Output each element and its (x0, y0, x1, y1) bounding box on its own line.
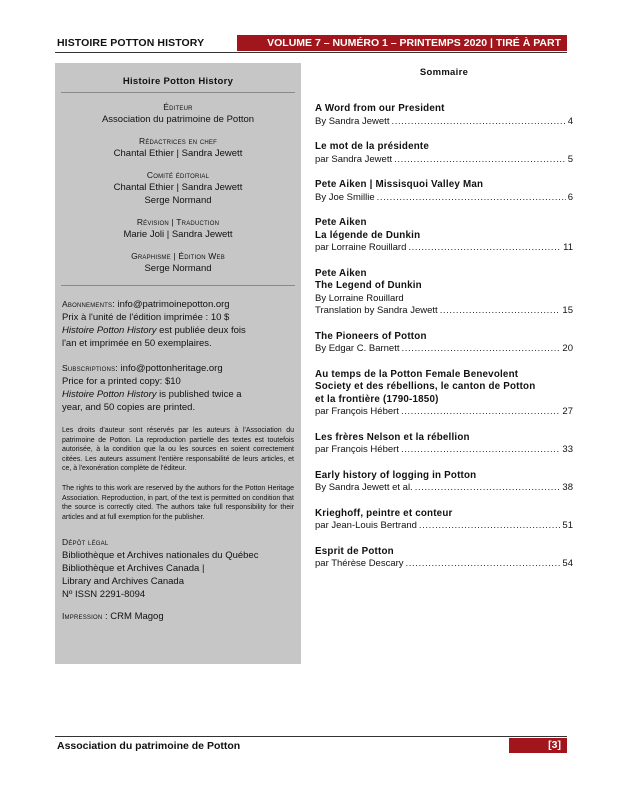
role-names (61, 181, 295, 207)
toc-entry (315, 331, 573, 356)
toc-entry-title: et la frontière (1790-1850) (315, 393, 439, 405)
subscriptions-fr-label: Abonnements (62, 299, 113, 309)
toc-leader-dots (391, 116, 565, 129)
page-header (55, 35, 567, 53)
toc-entry-title: Pete Aiken | Missisquoi Valley Man (315, 179, 484, 190)
toc-entry-title: Krieghoff, peintre et conteur (315, 507, 453, 519)
role-label: Révision | Traduction (136, 217, 220, 227)
toc-entry-line (315, 558, 573, 571)
toc-entry-byline: Translation by Sandra Jewett (315, 305, 438, 316)
toc-entry-byline: par Sandra Jewett (315, 153, 393, 165)
subscriptions-en (61, 362, 295, 414)
role-names (61, 228, 295, 241)
toc-page-number: 11 (563, 242, 573, 253)
toc-entry-title: The Pioneers of Potton (315, 330, 427, 342)
toc-entry (315, 103, 573, 128)
toc-entry (315, 432, 573, 457)
table-of-contents (315, 63, 573, 584)
page-footer (55, 736, 567, 753)
toc-entry-line (315, 444, 573, 457)
toc-entry-title: Society et des rébellions, le canton de Potton (315, 381, 536, 392)
toc-entry-line (315, 406, 573, 419)
subscriptions-fr (61, 298, 295, 350)
role-label: Comité éditorial (146, 170, 210, 180)
toc-entry-title: The Legend of Dunkin (315, 280, 422, 291)
masthead-roles (61, 101, 295, 275)
toc-entry-title: A Word from our President (315, 103, 445, 114)
toc-entry (315, 470, 573, 495)
toc-page-number: 38 (562, 482, 573, 493)
subscriptions-fr-pub-title: Histoire Potton History (62, 325, 157, 336)
toc-entry-title: Au temps de la Potton Female Benevolent (315, 368, 519, 380)
masthead-panel (55, 63, 301, 664)
legal-deposit-line: Bibliothèque et Archives Canada | (62, 563, 205, 575)
masthead-role (61, 216, 295, 241)
toc-leader-dots (406, 558, 561, 571)
toc-entry-line (315, 343, 573, 356)
toc-page-number: 15 (562, 305, 573, 316)
legal-deposit-label: Dépôt légal (62, 537, 109, 548)
toc-entry (315, 217, 573, 255)
toc-entry-author: By Lorraine Rouillard (315, 292, 404, 304)
toc-page-number: 5 (567, 153, 573, 165)
toc-leader-dots (401, 406, 560, 419)
toc-entry-byline: By Edgar C. Barnett (315, 343, 400, 354)
legal-deposit (61, 536, 295, 601)
toc-entry-line (315, 192, 573, 205)
role-name: Chantal Ethier | Sandra Jewett (113, 182, 243, 193)
issue-banner: VOLUME 7 – NUMÉRO 1 – PRINTEMPS 2020 | TIRÉ À PART (237, 35, 567, 51)
toc-entry-line (315, 305, 573, 318)
toc-leader-dots (401, 444, 560, 457)
toc-leader-dots (394, 154, 566, 167)
printer-label: Impression (62, 611, 103, 622)
toc-page-number: 54 (562, 558, 573, 569)
toc-page-number: 6 (567, 191, 573, 203)
legal-deposit-line: Nº ISSN 2291-8094 (62, 589, 146, 601)
toc-entry-byline: By Sandra Jewett et al. (315, 482, 413, 493)
printer-credit (61, 611, 295, 622)
toc-entry-line (315, 520, 573, 533)
masthead-role (61, 250, 295, 275)
toc-entry-byline: par François Hébert (315, 406, 399, 417)
toc-leader-dots (419, 520, 561, 533)
toc-entry-title: Pete Aiken (315, 217, 367, 228)
toc-entry-byline: By Joe Smillie (315, 191, 375, 203)
subscriptions-en-email: : info@pottonheritage.org (115, 363, 223, 374)
running-title: HISTOIRE POTTON HISTORY (57, 37, 205, 49)
legal-deposit-line: Bibliothèque et Archives nationales du Québec (62, 550, 259, 562)
toc-entry (315, 268, 573, 318)
subscriptions-en-tail: year, and 50 copies are printed. (62, 402, 196, 413)
role-name: Serge Normand (144, 195, 212, 206)
subscriptions-fr-tail: l'an et imprimée en 50 exemplaires. (62, 338, 212, 349)
toc-entry-line (315, 116, 573, 129)
toc-entry (315, 508, 573, 533)
masthead-role (61, 135, 295, 160)
subscriptions-fr-pub-rest: est publiée deux fois (156, 325, 246, 336)
role-label: Rédactrices en chef (138, 136, 217, 146)
toc-entry-title: Early history of logging in Potton (315, 469, 477, 481)
toc-entry-title: Le mot de la présidente (315, 141, 430, 152)
toc-entry-title: La légende de Dunkin (315, 229, 421, 241)
legal-deposit-lines (62, 549, 295, 601)
role-label: Graphisme | Édition Web (131, 251, 225, 261)
subscriptions-en-pub-rest: is published twice a (156, 389, 242, 400)
toc-entry-title: Les frères Nelson et la rébellion (315, 431, 470, 443)
toc-page-number: 33 (562, 444, 573, 455)
masthead-role (61, 101, 295, 126)
role-label: Éditeur (163, 102, 193, 112)
toc-leader-dots (440, 305, 561, 318)
rights-notice-en: The rights to this work are reserved by the authors for the Potton Heritage Association. Reproduction, in part, of the text is permitted on condition that the source is correctly cited. The authors take full responsibility for their articles and at full exemption for the publisher. (62, 484, 294, 521)
role-name: Marie Joli | Sandra Jewett (123, 229, 233, 240)
toc-entry-byline: par Jean-Louis Bertrand (315, 520, 417, 531)
subscriptions-en-price: Price for a printed copy: $10 (62, 376, 181, 387)
toc-entry-line (315, 154, 573, 167)
toc-entry (315, 546, 573, 571)
toc-leader-dots (377, 192, 566, 205)
toc-title: Sommaire (419, 67, 469, 78)
toc-page-number: 51 (562, 520, 573, 531)
role-name: Association du patrimoine de Potton (101, 114, 255, 125)
toc-page-number: 27 (562, 406, 573, 417)
toc-page-number: 20 (562, 343, 573, 354)
toc-page-number: 4 (567, 115, 573, 127)
role-names (61, 147, 295, 160)
toc-entry-line (315, 242, 573, 255)
toc-leader-dots (408, 242, 561, 255)
toc-entry-title: Esprit de Potton (315, 545, 394, 557)
toc-entry-byline: By Sandra Jewett (315, 115, 390, 127)
subscriptions-en-pub-title: Histoire Potton History (62, 389, 157, 400)
footer-publisher: Association du patrimoine de Potton (57, 740, 241, 752)
role-names (61, 262, 295, 275)
toc-entries (315, 103, 573, 571)
subscriptions-fr-email: : info@patrimoinepotton.org (112, 299, 230, 310)
toc-leader-dots (415, 482, 561, 495)
toc-entry (315, 141, 573, 166)
masthead-divider (61, 285, 295, 286)
printer-value: : CRM Magog (102, 611, 164, 623)
masthead-role (61, 169, 295, 207)
toc-entry-line (315, 482, 573, 495)
toc-entry-byline: par François Hébert (315, 444, 399, 455)
legal-deposit-line: Library and Archives Canada (62, 576, 184, 588)
toc-entry-title: Pete Aiken (315, 267, 367, 279)
role-name: Chantal Ethier | Sandra Jewett (113, 148, 243, 159)
toc-leader-dots (401, 343, 560, 356)
subscriptions-en-label: Subscriptions (62, 363, 116, 373)
toc-entry-byline: par Lorraine Rouillard (315, 242, 407, 253)
rights-notice-fr: Les droits d'auteur sont réservés par les auteurs à l'Association du patrimoine de Potton. La reproduction partielle des textes est toutefois autorisée, à la condition que la ou les sources en soient correctement citées. Les auteurs assument l'entière responsabilité de leurs articles, et ce, à l'exonération complète de l'éditeur. (62, 427, 294, 473)
toc-entry-byline: par Thérèse Descary (315, 558, 404, 569)
page-number: [3] (509, 738, 567, 753)
role-name: Serge Normand (144, 263, 212, 274)
masthead-title: Histoire Potton History (61, 76, 295, 93)
role-names (61, 113, 295, 126)
subscriptions-fr-price: Prix à l'unité de l'édition imprimée : 10 $ (62, 312, 230, 323)
toc-entry (315, 179, 573, 204)
toc-entry (315, 369, 573, 419)
